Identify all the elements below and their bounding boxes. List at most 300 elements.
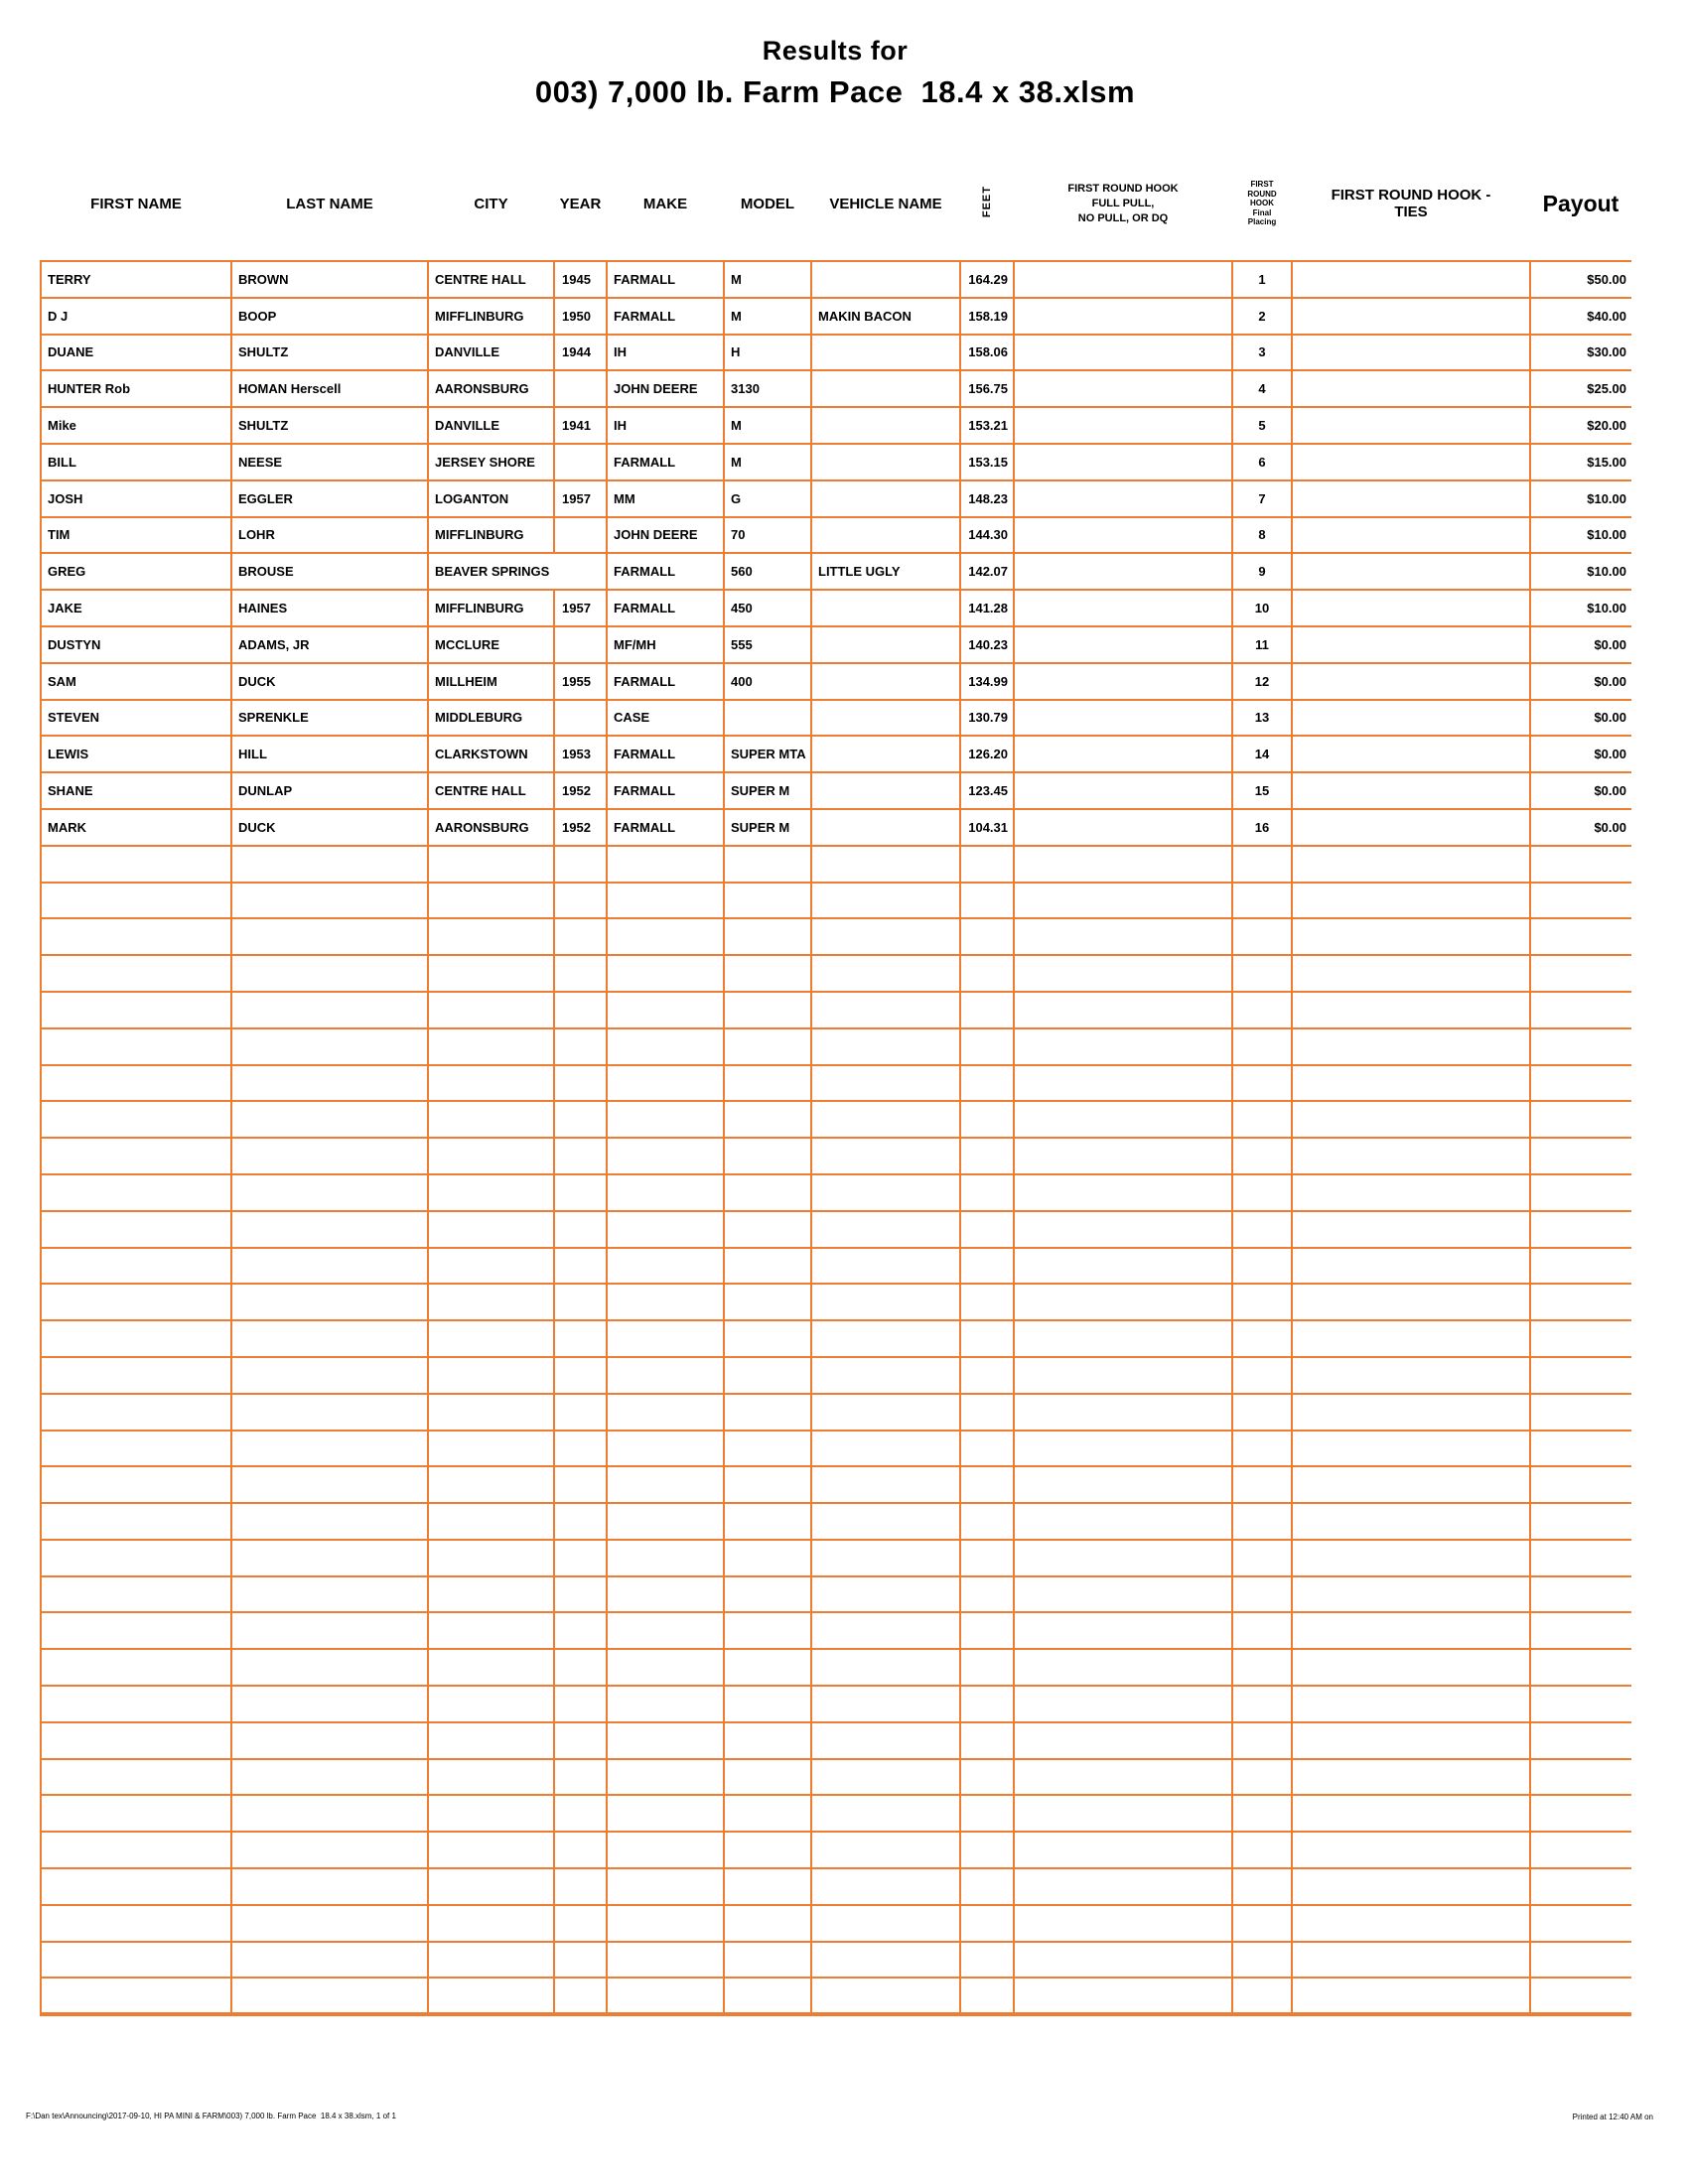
cell-vehicle-name (811, 1503, 960, 1540)
cell-city (428, 1978, 554, 2014)
report-title (40, 36, 1630, 110)
cell-year (554, 1942, 607, 1979)
table-row (41, 480, 1631, 517)
cell-last-name (231, 1686, 428, 1722)
cell-city (428, 992, 554, 1028)
cell-last-name: SPRENKLE (231, 700, 428, 737)
cell-first-name (41, 1540, 231, 1576)
cell-payout: $0.00 (1530, 663, 1631, 700)
cell-placing: 1 (1232, 261, 1292, 298)
cell-model (724, 1576, 811, 1613)
cell-model (724, 1101, 811, 1138)
cell-city (428, 1905, 554, 1942)
cell-ties (1292, 553, 1530, 590)
cell-year (554, 370, 607, 407)
cell-feet: 164.29 (960, 261, 1014, 298)
cell-first-name: HUNTER Rob (41, 370, 231, 407)
cell-model (724, 1320, 811, 1357)
cell-payout (1530, 846, 1631, 883)
cell-payout (1530, 1832, 1631, 1868)
cell-model (724, 1540, 811, 1576)
cell-full-pull (1014, 883, 1232, 919)
cell-make: FARMALL (607, 809, 724, 846)
cell-first-name: Mike (41, 407, 231, 444)
cell-ties (1292, 1649, 1530, 1686)
cell-year (554, 1795, 607, 1832)
cell-city (428, 1722, 554, 1759)
placing-line-5: Placing (1247, 217, 1277, 227)
cell-model: M (724, 261, 811, 298)
cell-make: IH (607, 335, 724, 371)
cell-full-pull (1014, 1431, 1232, 1467)
table-row (41, 736, 1631, 772)
cell-feet: 134.99 (960, 663, 1014, 700)
cell-payout (1530, 1394, 1631, 1431)
cell-make: FARMALL (607, 261, 724, 298)
column-header-first-name: FIRST NAME (90, 195, 182, 212)
cell-ties (1292, 1466, 1530, 1503)
column-header-city: CITY (474, 195, 508, 212)
empty-table-row (41, 1759, 1631, 1796)
cell-year (554, 1101, 607, 1138)
cell-make (607, 1868, 724, 1905)
cell-year (554, 1649, 607, 1686)
cell-model (724, 1357, 811, 1394)
cell-first-name: STEVEN (41, 700, 231, 737)
cell-last-name (231, 1759, 428, 1796)
cell-ties (1292, 955, 1530, 992)
cell-city: MIFFLINBURG (428, 590, 554, 626)
cell-make: FARMALL (607, 444, 724, 480)
cell-placing (1232, 1394, 1292, 1431)
cell-vehicle-name (811, 1028, 960, 1065)
cell-vehicle-name (811, 1065, 960, 1102)
cell-make: CASE (607, 700, 724, 737)
cell-first-name: SAM (41, 663, 231, 700)
cell-vehicle-name (811, 1759, 960, 1796)
cell-last-name (231, 1503, 428, 1540)
empty-table-row (41, 846, 1631, 883)
cell-first-name (41, 883, 231, 919)
cell-model: 560 (724, 553, 811, 590)
cell-make (607, 1101, 724, 1138)
cell-ties (1292, 772, 1530, 809)
cell-feet (960, 1394, 1014, 1431)
cell-make: FARMALL (607, 553, 724, 590)
cell-vehicle-name (811, 1211, 960, 1248)
cell-payout (1530, 1905, 1631, 1942)
cell-last-name: BROWN (231, 261, 428, 298)
cell-placing: 14 (1232, 736, 1292, 772)
cell-first-name (41, 1649, 231, 1686)
cell-feet: 153.21 (960, 407, 1014, 444)
cell-model (724, 1174, 811, 1211)
cell-last-name (231, 992, 428, 1028)
cell-ties (1292, 1431, 1530, 1467)
cell-year: 1952 (554, 809, 607, 846)
cell-last-name (231, 955, 428, 992)
cell-feet (960, 1211, 1014, 1248)
cell-first-name (41, 955, 231, 992)
cell-vehicle-name (811, 1248, 960, 1285)
cell-make (607, 1174, 724, 1211)
empty-table-row (41, 1503, 1631, 1540)
cell-full-pull (1014, 1503, 1232, 1540)
cell-ties (1292, 261, 1530, 298)
cell-model: SUPER MTA (724, 736, 811, 772)
cell-feet: 158.06 (960, 335, 1014, 371)
cell-placing (1232, 1028, 1292, 1065)
cell-model (724, 1248, 811, 1285)
cell-first-name (41, 1028, 231, 1065)
cell-ties (1292, 1686, 1530, 1722)
cell-first-name (41, 1174, 231, 1211)
column-header-last-name: LAST NAME (286, 195, 373, 212)
table-row (41, 261, 1631, 298)
cell-full-pull (1014, 480, 1232, 517)
cell-first-name: LEWIS (41, 736, 231, 772)
cell-year (554, 883, 607, 919)
empty-table-row (41, 1357, 1631, 1394)
cell-city (428, 1357, 554, 1394)
cell-first-name (41, 1942, 231, 1979)
cell-full-pull (1014, 444, 1232, 480)
cell-full-pull (1014, 846, 1232, 883)
cell-payout (1530, 1942, 1631, 1979)
cell-model (724, 1028, 811, 1065)
empty-table-row (41, 955, 1631, 992)
cell-model (724, 992, 811, 1028)
table-row (41, 590, 1631, 626)
cell-year (554, 444, 607, 480)
cell-vehicle-name (811, 918, 960, 955)
cell-year (554, 626, 607, 663)
cell-first-name (41, 1284, 231, 1320)
cell-full-pull (1014, 407, 1232, 444)
cell-city (428, 1576, 554, 1613)
cell-last-name (231, 846, 428, 883)
cell-city (428, 1503, 554, 1540)
cell-first-name: SHANE (41, 772, 231, 809)
cell-first-name (41, 1320, 231, 1357)
cell-ties (1292, 1394, 1530, 1431)
cell-vehicle-name (811, 663, 960, 700)
cell-year: 1957 (554, 480, 607, 517)
cell-last-name (231, 1101, 428, 1138)
cell-city (428, 1686, 554, 1722)
cell-last-name (231, 1466, 428, 1503)
cell-vehicle-name (811, 1978, 960, 2014)
cell-ties (1292, 1759, 1530, 1796)
cell-payout (1530, 1284, 1631, 1320)
cell-last-name: HAINES (231, 590, 428, 626)
cell-model (724, 918, 811, 955)
cell-city (428, 1101, 554, 1138)
cell-full-pull (1014, 918, 1232, 955)
cell-city: AARONSBURG (428, 809, 554, 846)
cell-placing (1232, 1248, 1292, 1285)
cell-vehicle-name (811, 846, 960, 883)
empty-table-row (41, 1612, 1631, 1649)
cell-payout: $25.00 (1530, 370, 1631, 407)
cell-make (607, 1320, 724, 1357)
cell-first-name: JOSH (41, 480, 231, 517)
cell-make (607, 1211, 724, 1248)
cell-ties (1292, 1540, 1530, 1576)
cell-full-pull (1014, 1028, 1232, 1065)
column-header-full-pull (1014, 147, 1232, 261)
cell-first-name (41, 1394, 231, 1431)
cell-ties (1292, 736, 1530, 772)
cell-last-name (231, 1832, 428, 1868)
cell-placing: 10 (1232, 590, 1292, 626)
cell-feet (960, 1868, 1014, 1905)
cell-placing (1232, 1211, 1292, 1248)
cell-make: FARMALL (607, 736, 724, 772)
cell-vehicle-name (811, 809, 960, 846)
cell-model: H (724, 335, 811, 371)
table-row (41, 809, 1631, 846)
cell-payout: $50.00 (1530, 261, 1631, 298)
cell-ties (1292, 1612, 1530, 1649)
cell-year (554, 1759, 607, 1796)
cell-full-pull (1014, 1065, 1232, 1102)
placing-line-4: Final (1252, 207, 1272, 217)
cell-model (724, 1612, 811, 1649)
cell-city (428, 1942, 554, 1979)
cell-placing (1232, 1649, 1292, 1686)
cell-vehicle-name (811, 1540, 960, 1576)
cell-year (554, 1065, 607, 1102)
cell-first-name: TERRY (41, 261, 231, 298)
cell-model: 450 (724, 590, 811, 626)
cell-payout (1530, 1065, 1631, 1102)
column-header-ties (1292, 147, 1530, 261)
cell-placing (1232, 1978, 1292, 2014)
cell-year (554, 992, 607, 1028)
cell-placing (1232, 992, 1292, 1028)
cell-make (607, 1576, 724, 1613)
cell-feet (960, 1248, 1014, 1285)
column-header-final-placing (1232, 147, 1292, 261)
cell-make (607, 1357, 724, 1394)
cell-city (428, 1540, 554, 1576)
cell-city (428, 1028, 554, 1065)
cell-last-name (231, 1431, 428, 1467)
cell-year (554, 1466, 607, 1503)
cell-make (607, 1759, 724, 1796)
empty-table-row (41, 1174, 1631, 1211)
table-row (41, 553, 1631, 590)
cell-year (554, 1211, 607, 1248)
cell-model (724, 1978, 811, 2014)
cell-model (724, 883, 811, 919)
cell-year (554, 1431, 607, 1467)
cell-placing (1232, 1868, 1292, 1905)
cell-ties (1292, 1284, 1530, 1320)
cell-placing: 4 (1232, 370, 1292, 407)
cell-last-name: DUCK (231, 663, 428, 700)
cell-ties (1292, 918, 1530, 955)
cell-placing: 7 (1232, 480, 1292, 517)
cell-last-name (231, 1138, 428, 1174)
cell-full-pull (1014, 553, 1232, 590)
cell-make (607, 1649, 724, 1686)
cell-city: CLARKSTOWN (428, 736, 554, 772)
cell-placing (1232, 1905, 1292, 1942)
cell-vehicle-name (811, 883, 960, 919)
cell-payout (1530, 1101, 1631, 1138)
cell-full-pull (1014, 736, 1232, 772)
cell-feet: 126.20 (960, 736, 1014, 772)
cell-last-name (231, 1028, 428, 1065)
cell-vehicle-name (811, 736, 960, 772)
cell-year: 1945 (554, 261, 607, 298)
cell-year (554, 1174, 607, 1211)
cell-first-name (41, 1795, 231, 1832)
cell-full-pull (1014, 517, 1232, 554)
cell-model (724, 1759, 811, 1796)
cell-placing (1232, 883, 1292, 919)
cell-ties (1292, 1905, 1530, 1942)
cell-first-name (41, 1722, 231, 1759)
cell-full-pull (1014, 1686, 1232, 1722)
cell-ties (1292, 626, 1530, 663)
cell-first-name (41, 992, 231, 1028)
cell-vehicle-name (811, 1101, 960, 1138)
cell-full-pull (1014, 1211, 1232, 1248)
cell-first-name (41, 1978, 231, 2014)
cell-first-name (41, 846, 231, 883)
ties-line-2: TIES (1394, 204, 1428, 220)
cell-payout (1530, 1138, 1631, 1174)
cell-last-name (231, 1174, 428, 1211)
cell-full-pull (1014, 1174, 1232, 1211)
table-row (41, 517, 1631, 554)
cell-make (607, 1284, 724, 1320)
cell-feet (960, 1978, 1014, 2014)
cell-full-pull (1014, 370, 1232, 407)
cell-full-pull (1014, 1832, 1232, 1868)
cell-feet (960, 992, 1014, 1028)
empty-table-row (41, 1394, 1631, 1431)
cell-payout (1530, 1759, 1631, 1796)
cell-payout (1530, 1248, 1631, 1285)
cell-vehicle-name (811, 1284, 960, 1320)
cell-city (428, 1832, 554, 1868)
cell-make: FARMALL (607, 298, 724, 335)
cell-vehicle-name (811, 1832, 960, 1868)
empty-table-row (41, 1431, 1631, 1467)
cell-placing (1232, 1612, 1292, 1649)
cell-model: 400 (724, 663, 811, 700)
cell-year: 1957 (554, 590, 607, 626)
cell-city: AARONSBURG (428, 370, 554, 407)
cell-payout: $15.00 (1530, 444, 1631, 480)
cell-feet (960, 1101, 1014, 1138)
cell-vehicle-name (811, 1320, 960, 1357)
cell-vehicle-name (811, 1138, 960, 1174)
cell-full-pull (1014, 992, 1232, 1028)
cell-payout: $0.00 (1530, 772, 1631, 809)
title-line-2: 003) 7,000 lb. Farm Pace 18.4 x 38.xlsm (534, 74, 1136, 109)
cell-last-name: SHULTZ (231, 407, 428, 444)
column-header-make: MAKE (642, 195, 688, 212)
cell-year (554, 1248, 607, 1285)
cell-city: DANVILLE (428, 407, 554, 444)
empty-table-row (41, 992, 1631, 1028)
cell-last-name (231, 1612, 428, 1649)
cell-placing (1232, 1357, 1292, 1394)
cell-placing (1232, 1466, 1292, 1503)
cell-city: JERSEY SHORE (428, 444, 554, 480)
cell-last-name: EGGLER (231, 480, 428, 517)
cell-city (428, 1248, 554, 1285)
cell-vehicle-name (811, 1576, 960, 1613)
cell-make (607, 1028, 724, 1065)
cell-last-name (231, 1978, 428, 2014)
cell-vehicle-name: MAKIN BACON (811, 298, 960, 335)
cell-payout: $0.00 (1530, 736, 1631, 772)
cell-placing (1232, 955, 1292, 992)
cell-city (428, 1466, 554, 1503)
cell-placing (1232, 1065, 1292, 1102)
cell-last-name (231, 1868, 428, 1905)
cell-year (554, 1503, 607, 1540)
cell-last-name (231, 1795, 428, 1832)
cell-last-name (231, 1905, 428, 1942)
cell-full-pull (1014, 1612, 1232, 1649)
cell-feet (960, 1905, 1014, 1942)
cell-make: JOHN DEERE (607, 517, 724, 554)
cell-vehicle-name (811, 1942, 960, 1979)
empty-table-row (41, 1138, 1631, 1174)
cell-placing: 9 (1232, 553, 1292, 590)
cell-payout (1530, 1722, 1631, 1759)
cell-first-name: D J (41, 298, 231, 335)
cell-vehicle-name (811, 370, 960, 407)
cell-feet: 153.15 (960, 444, 1014, 480)
cell-vehicle-name (811, 1466, 960, 1503)
placing-line-2: ROUND (1247, 189, 1277, 199)
cell-feet (960, 918, 1014, 955)
cell-vehicle-name (811, 772, 960, 809)
cell-placing (1232, 1832, 1292, 1868)
cell-vehicle-name (811, 517, 960, 554)
cell-vehicle-name (811, 261, 960, 298)
cell-feet: 142.07 (960, 553, 1014, 590)
cell-last-name: BROUSE (231, 553, 428, 590)
footer-file-path: F:\Dan tex\Announcing\2017-09-10, HI PA MINI & FARM\003) 7,000 lb. Farm Pace 18.4 x 38.xlsm, 1 of 1 (26, 2112, 396, 2120)
cell-model (724, 1431, 811, 1467)
cell-make: FARMALL (607, 590, 724, 626)
cell-city (428, 918, 554, 955)
cell-first-name (41, 1138, 231, 1174)
cell-year (554, 1868, 607, 1905)
cell-model: M (724, 298, 811, 335)
cell-vehicle-name (811, 955, 960, 992)
cell-payout: $10.00 (1530, 517, 1631, 554)
cell-vehicle-name (811, 1722, 960, 1759)
cell-model (724, 1284, 811, 1320)
empty-table-row (41, 1942, 1631, 1979)
cell-year: 1950 (554, 298, 607, 335)
cell-year (554, 1722, 607, 1759)
cell-year: 1944 (554, 335, 607, 371)
cell-ties (1292, 1795, 1530, 1832)
cell-last-name: HOMAN Herscell (231, 370, 428, 407)
cell-city (428, 1174, 554, 1211)
